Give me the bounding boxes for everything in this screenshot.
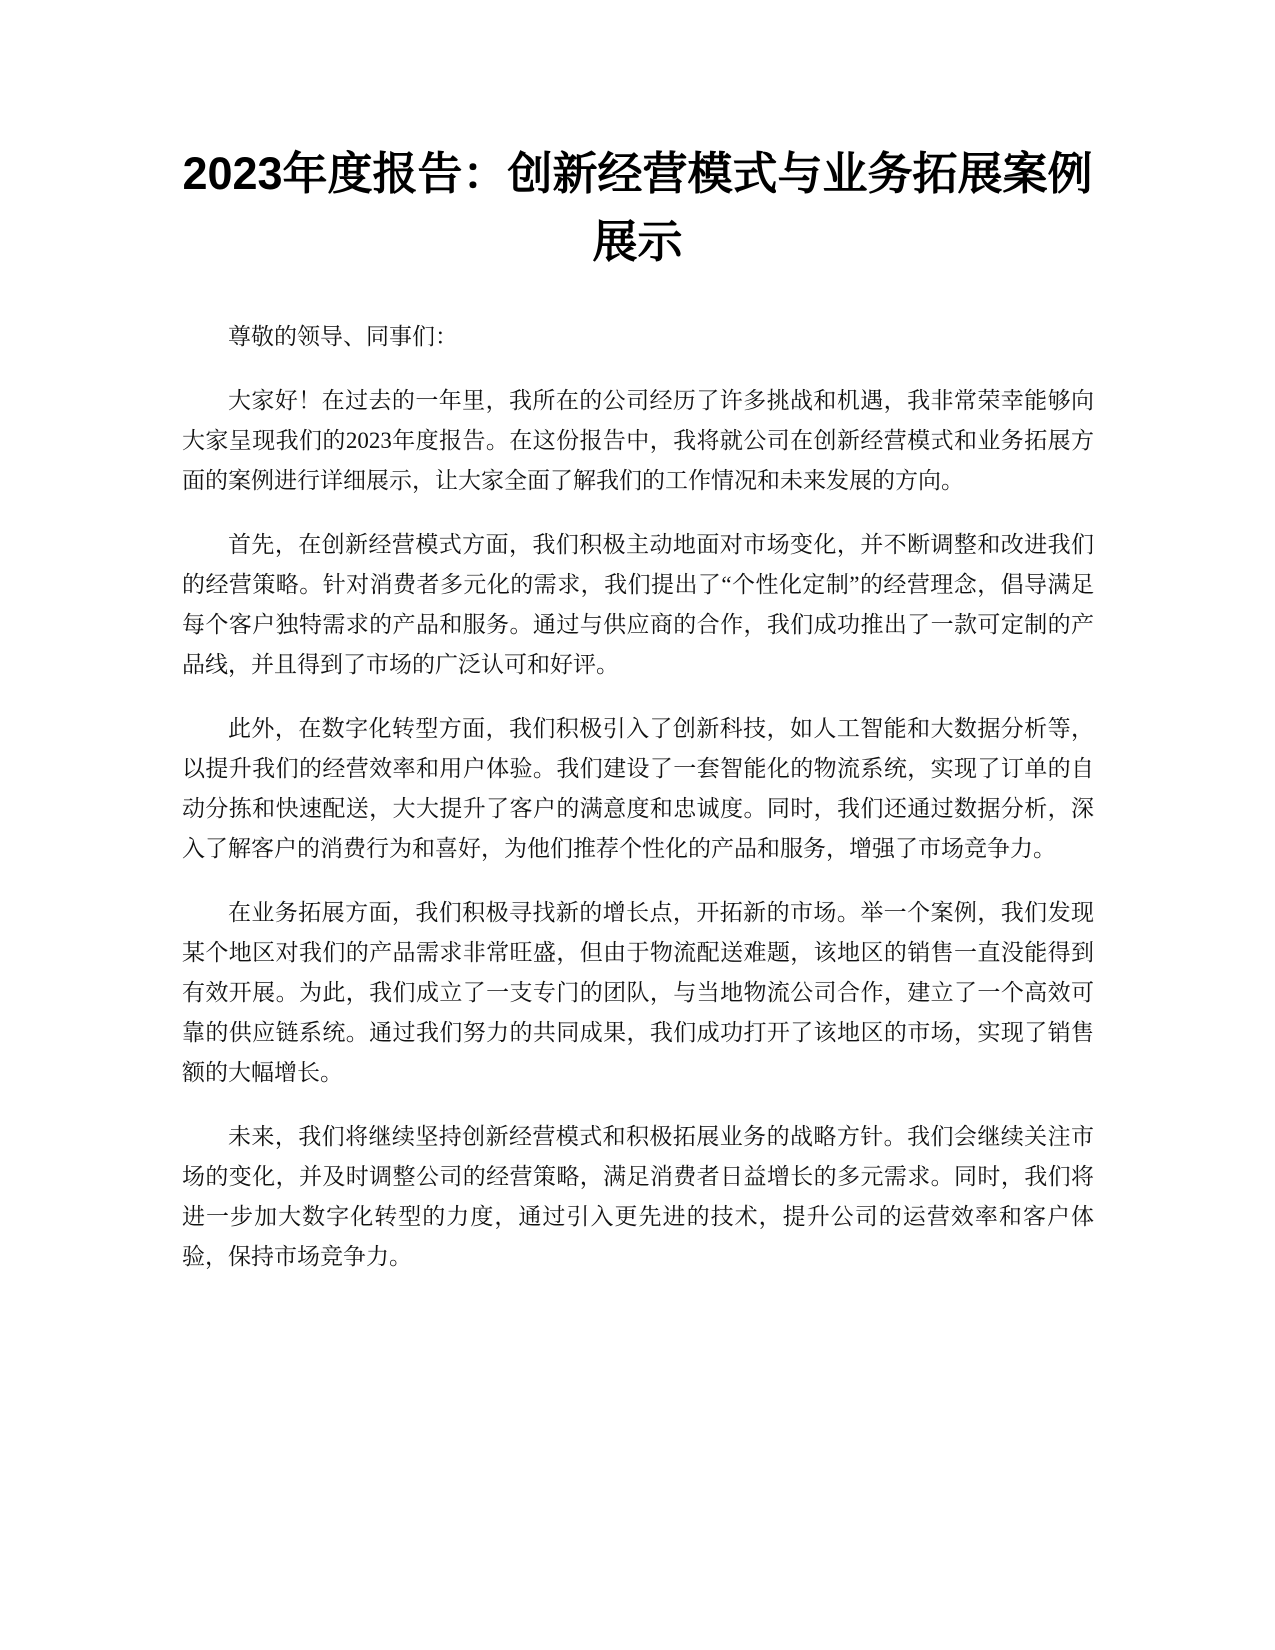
paragraph-future-outlook: 未来，我们将继续坚持创新经营模式和积极拓展业务的战略方针。我们会继续关注市场的变化，并及时调整公司的经营策略，满足消费者日益增长的多元需求。同时，我们将进一步加大数字化转型的力度，通过引入更先进的技术，提升公司的运营效率和客户体验，保持市场竞争力。: [182, 1124, 1094, 1269]
document-title: 2023年度报告：创新经营模式与业务拓展案例展示: [182, 148, 1093, 267]
paragraph-business-model: 首先，在创新经营模式方面，我们积极主动地面对市场变化，并不断调整和改进我们的经营策略。针对消费者多元化的需求，我们提出了“个性化定制”的经营理念，倡导满足每个客户独特需求的产品和服务。通过与供应商的合作，我们成功推出了一款可定制的产品线，并且得到了市场的广泛认可和好评。: [182, 532, 1094, 677]
salutation: 尊敬的领导、同事们：: [228, 324, 458, 349]
document-body: [182, 317, 1094, 1301]
paragraph-digital-transformation: 此外，在数字化转型方面，我们积极引入了创新科技，如人工智能和大数据分析等，以提升我们的经营效率和用户体验。我们建设了一套智能化的物流系统，实现了订单的自动分拣和快速配送，大大提升了客户的满意度和忠诚度。同时，我们还通过数据分析，深入了解客户的消费行为和喜好，为他们推荐个性化的产品和服务，增强了市场竞争力。: [182, 716, 1094, 861]
paragraph-greeting: 大家好！在过去的一年里，我所在的公司经历了许多挑战和机遇，我非常荣幸能够向大家呈现我们的2023年度报告。在这份报告中，我将就公司在创新经营模式和业务拓展方面的案例进行详细展示，让大家全面了解我们的工作情况和未来发展的方向。: [182, 388, 1094, 493]
paragraph-business-expansion: 在业务拓展方面，我们积极寻找新的增长点，开拓新的市场。举一个案例，我们发现某个地区对我们的产品需求非常旺盛，但由于物流配送难题，该地区的销售一直没能得到有效开展。为此，我们成立了一支专门的团队，与当地物流公司合作，建立了一个高效可靠的供应链系统。通过我们努力的共同成果，我们成功打开了该地区的市场，实现了销售额的大幅增长。: [182, 900, 1094, 1085]
